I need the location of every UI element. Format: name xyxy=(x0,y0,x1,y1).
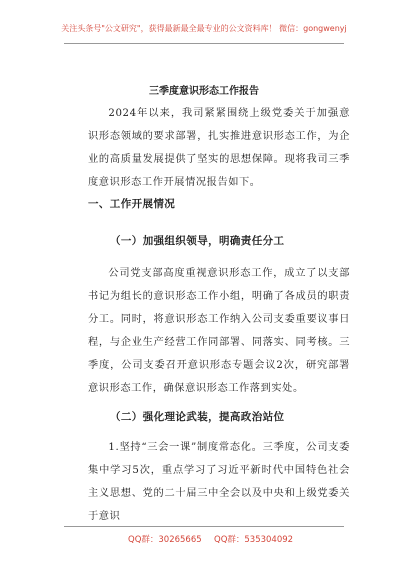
footer-qq-group-1: QQ群：30265665 xyxy=(128,535,202,545)
footer-divider xyxy=(64,526,344,527)
subsection-2-paragraph: 1.坚持“三会一课”制度常态化。三季度，公司支委集中学习5次，重点学习了习近平新时代中国特色社会主义思想、党的二十届三中全会以及中央和上级党委关于意识 xyxy=(88,442,350,522)
subsection-heading-1: （一）加强组织领导，明确责任分工 xyxy=(110,235,285,247)
intro-paragraph: 2024年以来，我司紧紧围绕上级党委关于加强意识形态领域的要求部署，扎实推进意识形态工作，为企业的高质量发展提供了坚实的思想保障。现将我司三季度意识形态工作开展情况报告如下。 xyxy=(88,108,350,188)
header-divider xyxy=(64,43,344,44)
subsection-1-paragraph: 公司党支部高度重视意识形态工作，成立了以支部书记为组长的意识形态工作小组，明确了各成员的职责分工。同时，将意识形态工作纳入公司支委重要议事日程，与企业生产经营工作同部署、同落实、同考核。三季度，公司支委召开意识形态专题会议2次，研究部署意识形态工作，确保意识形态工作落到实处。 xyxy=(88,268,350,394)
footer-qq-group-2: QQ群：535304092 xyxy=(214,535,294,545)
section-heading-1: 一、工作开展情况 xyxy=(88,198,176,210)
header-banner: 关注头条号"公文研究"，获得最新最全最专业的公文资料库！ 微信：gongwenyj xyxy=(61,24,347,33)
document-title: 三季度意识形态工作报告 xyxy=(149,86,259,97)
subsection-heading-2: （二）强化理论武装，提高政治站位 xyxy=(110,411,285,423)
